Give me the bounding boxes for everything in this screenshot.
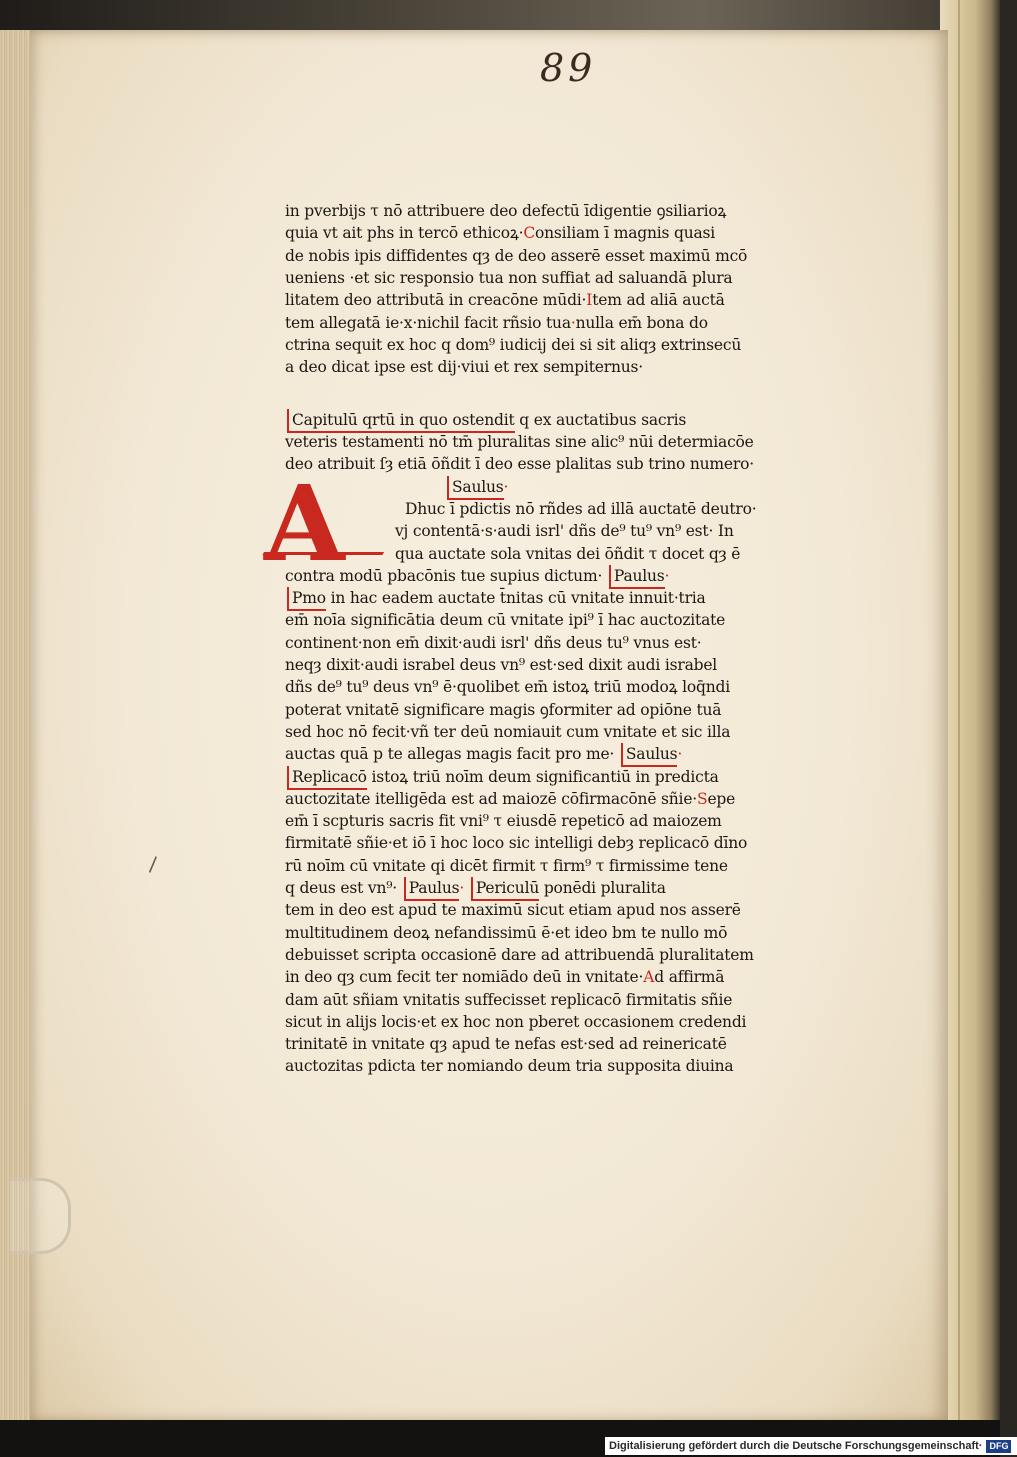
text-segment: trinitatē in vnitate qȝ apud te nefas est·sed ad reinericatē — [285, 1035, 727, 1054]
text-block — [285, 200, 825, 1080]
text-segment: deo atribuit ſȝ etiā ōñdit ī deo esse plalitas sub trino numero· — [285, 455, 754, 474]
text-segment: auctozitate itelligēda est ad maiozē cōfirmacōnē sñie· — [285, 789, 698, 808]
text-segment: poterat vnitatē significare magis ꝯformiter ad opiōne tuā — [285, 700, 722, 719]
text-line — [405, 498, 825, 520]
credit-text: Digitalisierung gefördert durch die Deutsche Forschungsgemeinschaft — [609, 1440, 979, 1452]
text-segment: onsiliam ī magnis quasi — [535, 224, 716, 243]
text-segment: litatem deo attributā in creacōne mūdi· — [285, 291, 587, 310]
red-initial: C — [523, 224, 536, 243]
text-line — [285, 334, 825, 356]
text-line — [395, 543, 825, 565]
text-line — [285, 356, 825, 378]
text-segment: vj contentā·s·audi isrl' dñs de⁹ tu⁹ vn⁹ est· In — [395, 522, 734, 541]
text-segment: auctas quā p te allegas magis facit pro me· — [285, 745, 619, 764]
rubric-label: Saulus — [621, 743, 678, 767]
text-segment: rū noīm cū vnitate qi dicēt firmit τ firm⁹ τ firmissime tene — [285, 856, 728, 875]
right-page-edges — [940, 0, 1000, 1420]
text-line — [285, 431, 825, 453]
text-segment: in pverbijs τ nō attribuere deo defectū īdigentie ꝯsiliarioꝝ — [285, 202, 727, 220]
red-initial: · — [459, 879, 465, 897]
text-line — [285, 565, 825, 587]
rubric-label: Pmo — [287, 587, 326, 611]
text-segment: veteris testamenti nō tm̄ pluralitas sine alic⁹ nūi determiacōe — [285, 433, 754, 451]
text-segment: ponēdi pluralita — [539, 879, 666, 897]
text-line — [285, 899, 825, 921]
text-line — [285, 855, 825, 877]
red-initial: · — [570, 313, 576, 332]
text-segment: continent·non em̄ dixit·audi isrl' dñs deus tu⁹ vnus est· — [285, 633, 702, 652]
rubric-label: Paulus — [404, 877, 460, 901]
folio-number: 89 — [540, 46, 597, 90]
text-line — [445, 476, 825, 498]
rubric-label: Paulus — [609, 565, 665, 589]
text-segment: contra modū pbacōnis tue supius dictum· — [285, 566, 607, 585]
text-segment: firmitatē sñie·et iō ī hoc loco sic intelligi debȝ replicacō dīno — [285, 834, 748, 853]
text-segment: ctrina sequit ex hoc q dom⁹ iudicij dei si sit aliqȝ extrinsecū — [285, 335, 742, 354]
text-line — [285, 1011, 825, 1033]
rubric-label: Saulus — [447, 476, 504, 500]
red-initial: I — [586, 291, 593, 310]
text-line — [285, 721, 825, 743]
text-line — [285, 676, 825, 698]
text-segment: sicut in alijs locis·et ex hoc non pberet occasionem credendi — [285, 1012, 747, 1031]
text-line — [285, 743, 825, 765]
text-segment: debuisset scripta occasionē dare ad attribuendā pluralitatem — [285, 945, 754, 964]
red-initial: · — [503, 477, 509, 496]
text-line — [285, 453, 825, 475]
text-segment: dñs de⁹ tu⁹ deus vn⁹ ē·quolibet em̄ istoꝝ triū modoꝝ loq̄ndi — [285, 678, 731, 697]
text-line — [285, 877, 825, 899]
text-line — [285, 810, 825, 832]
rubric-label: Replicacō — [287, 766, 367, 790]
text-segment: tem allegatā ie·x·nichil facit rñsio tua — [285, 313, 571, 332]
text-line — [285, 200, 825, 222]
text-line — [285, 632, 825, 654]
text-line — [285, 654, 825, 676]
text-segment: de nobis ipis diffidentes qȝ de deo asserē esset maximū mcō — [285, 246, 748, 265]
text-line — [285, 609, 825, 631]
text-line — [285, 1033, 825, 1055]
text-segment: sed hoc nō fecit·vñ ter deū nomiauit cum vnitate et sic illa — [285, 722, 731, 741]
text-segment: q deus est vn⁹· — [285, 879, 402, 897]
text-line — [285, 378, 825, 400]
text-segment: tem in deo est apud te maximū sicut etiam apud nos asserē — [285, 901, 741, 920]
text-segment: epe — [707, 789, 736, 808]
text-line — [285, 944, 825, 966]
text-segment: q ex auctatibus sacris — [514, 410, 687, 429]
text-segment: em̄ ī scpturis sacris fit vni⁹ τ eiusdē repeticō ad maiozem — [285, 812, 722, 831]
dfg-logo: DFG — [986, 1440, 1011, 1453]
red-initial: A — [643, 968, 655, 987]
text-line — [395, 520, 825, 542]
margin-mark: \ — [143, 852, 164, 876]
text-segment: auctozitas pdicta ter nomiando deum tria supposita diuina — [285, 1057, 734, 1076]
text-line — [285, 312, 825, 334]
text-segment: tem ad aliā auctā — [592, 291, 725, 310]
text-segment: nulla em̄ bona do — [575, 313, 708, 332]
text-segment: qua auctate sola vnitas dei ōñdit τ docet qȝ ē — [395, 544, 741, 563]
text-line — [285, 409, 825, 431]
drop-initial: A — [264, 462, 345, 585]
text-segment: neqȝ dixit·audi israbel deus vn⁹ est·sed dixit audi israbel — [285, 656, 718, 674]
text-line — [285, 289, 825, 311]
text-line — [285, 788, 825, 810]
text-line — [285, 922, 825, 944]
text-segment: em̄ noīa significātia deum cū vnitate ipi⁹ ī hac auctozitate — [285, 611, 726, 630]
text-segment: in hac eadem auctate t̄nitas cū vnitate innuit·tria — [325, 589, 706, 608]
text-line — [285, 222, 825, 244]
red-initial: S — [697, 789, 708, 808]
text-line — [285, 966, 825, 988]
text-line — [285, 832, 825, 854]
text-segment: Dhuc ī pdictis nō rñdes ad illā auctatē deutro· — [405, 499, 757, 518]
text-segment: istoꝝ triū noīm deum significantiū in predicta — [366, 767, 719, 786]
text-segment — [464, 879, 469, 897]
text-line — [285, 766, 825, 788]
page-clip-icon — [10, 1178, 71, 1254]
text-line — [285, 989, 825, 1011]
text-segment: quia vt ait phs in tercō ethicoꝝ· — [285, 224, 524, 243]
text-line — [285, 245, 825, 267]
text-segment: d affirmā — [654, 968, 725, 987]
text-line — [285, 267, 825, 289]
text-line — [285, 1055, 825, 1077]
red-initial: · — [664, 566, 670, 585]
text-segment: ueniens ·et sic responsio tua non suffiat ad saluandā plura — [285, 268, 733, 287]
text-line — [285, 587, 825, 609]
text-segment: in deo qȝ cum fecit ter nomiādo deū in vnitate· — [285, 968, 644, 987]
rubric-label: Periculū — [471, 877, 539, 901]
digitization-credit: Digitalisierung gefördert durch die Deutsche Forschungsgemeinschaft· DFG — [605, 1437, 1017, 1455]
text-segment: multitudinem deoꝝ nefandissimū ē·et ideo bm te nullo mō — [285, 923, 728, 942]
red-initial: · — [677, 745, 683, 764]
text-segment: dam aūt sñiam vnitatis suffecisset replicacō firmitatis sñie — [285, 990, 733, 1009]
text-line — [285, 699, 825, 721]
text-segment: a deo dicat ipse est dij·viui et rex sempiternus· — [285, 358, 644, 377]
rubric-label: Capitulū qrtū in quo ostendit — [287, 409, 515, 433]
